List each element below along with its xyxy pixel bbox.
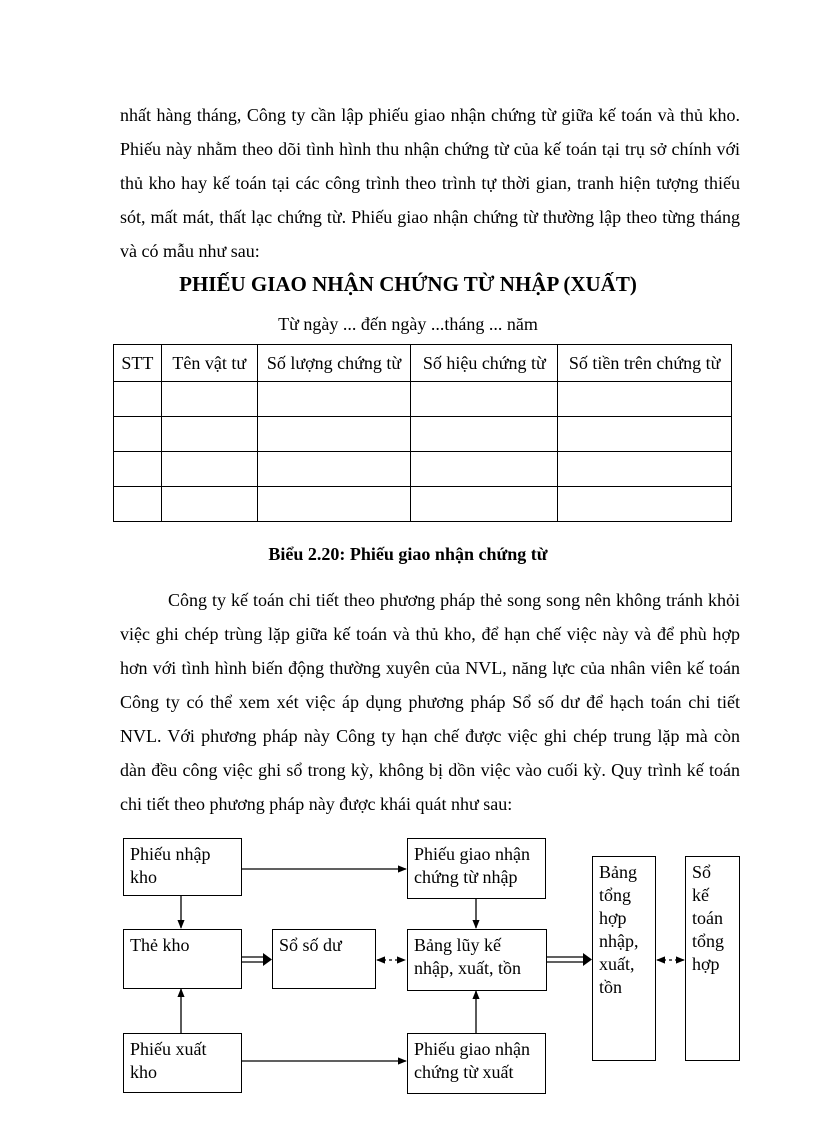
box-line: tổng: [692, 931, 725, 951]
box-line: Sổ: [692, 862, 712, 882]
column-header-stt: STT: [114, 345, 162, 382]
box-line: toán: [692, 908, 723, 928]
box-line: kho: [130, 1062, 157, 1082]
box-line: tồn: [599, 977, 623, 997]
box-line: Phiếu xuất: [130, 1039, 207, 1059]
column-header-material-name: Tên vật tư: [161, 345, 257, 382]
box-handover-out: [407, 1033, 546, 1094]
double-arrow-head: [583, 953, 592, 966]
box-issue-slip: [123, 1033, 242, 1093]
box-line: Bảng: [599, 862, 637, 882]
box-line: Phiếu giao nhận: [414, 1039, 530, 1059]
box-line: Phiếu nhập: [130, 844, 211, 864]
box-line: hợp: [599, 908, 627, 928]
box-general-ledger: [685, 856, 740, 1061]
box-line: nhập, xuất, tồn: [414, 958, 521, 978]
box-line: kế: [692, 885, 709, 905]
box-receipt-slip: [123, 838, 242, 896]
box-line: Sổ số dư: [279, 935, 342, 955]
column-header-document-number: Số hiệu chứng từ: [411, 345, 558, 382]
box-line: tổng: [599, 885, 632, 905]
intro-paragraph: nhất hàng tháng, Công ty cần lập phiếu giao nhận chứng từ giữa kế toán và thủ kho. Phiếu này nhằm theo dõi tình hình thu nhận chứng từ của kế toán tại trụ sở chính với thủ kho hay kế toán tại các công trình theo trình tự thời gian, tranh hiện tượng thiếu sót, mất mát, thất lạc chứng từ. Phiếu giao nhận chứng từ thường lập theo từng tháng và có mẫu như sau:: [120, 105, 740, 261]
table-caption: Biểu 2.20: Phiếu giao nhận chứng từ: [268, 544, 548, 564]
box-line: nhập,: [599, 931, 639, 951]
box-line: Thẻ kho: [130, 935, 190, 955]
box-line: Phiếu giao nhận: [414, 844, 530, 864]
box-summary-table: [592, 856, 656, 1061]
box-handover-in: [407, 838, 546, 899]
box-line: kho: [130, 867, 157, 887]
form-title: PHIẾU GIAO NHẬN CHỨNG TỪ NHẬP (XUẤT): [179, 272, 637, 296]
column-header-document-amount: Số tiền trên chứng từ: [558, 345, 732, 382]
double-arrow-head: [263, 953, 272, 966]
box-line: Bảng lũy kế: [414, 935, 501, 955]
form-subtitle: Từ ngày ... đến ngày ...tháng ... năm: [278, 314, 538, 334]
column-header-document-count: Số lượng chứng từ: [257, 345, 411, 382]
box-line: chứng từ xuất: [414, 1062, 514, 1082]
box-line: chứng từ nhập: [414, 867, 518, 887]
box-stock-card: [123, 929, 242, 989]
box-line: xuất,: [599, 954, 635, 974]
box-balance-book: [272, 929, 376, 989]
box-line: hợp: [692, 954, 720, 974]
box-cumulative-ledger: [407, 929, 547, 991]
body-paragraph: Công ty kế toán chi tiết theo phương pháp thẻ song song nên không tránh khỏi việc ghi chép trùng lặp giữa kế toán và thủ kho, để hạn chế việc này và để phù hợp hơn với tình hình biến động thường xuyên của NVL, năng lực của nhân viên kế toán Công ty có thể xem xét việc áp dụng phương pháp Sổ số dư để hạch toán chi tiết NVL. Với phương pháp này Công ty hạn chế được việc ghi chép trung lặp mà còn dàn đều công việc ghi sổ trong kỳ, không bị dồn việc vào cuối kỳ. Quy trình kế toán chi tiết theo phương pháp này được khái quát như sau:: [120, 590, 740, 814]
